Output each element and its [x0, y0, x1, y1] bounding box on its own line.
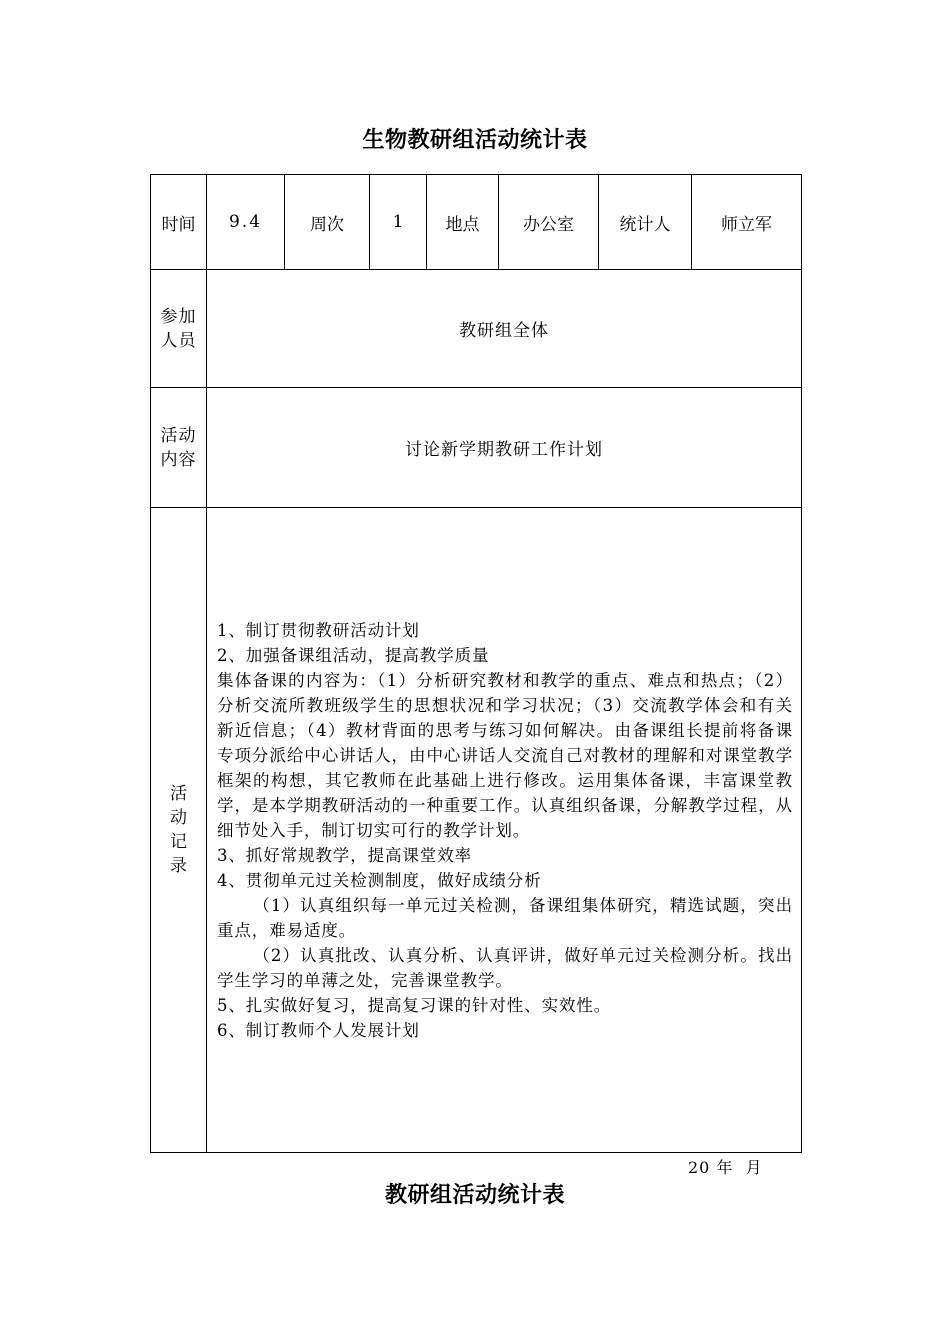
record-paragraph: 6、制订教师个人发展计划 — [217, 1020, 420, 1040]
time-value: 9.4 — [207, 175, 285, 270]
participants-row — [151, 270, 802, 388]
record-content — [207, 508, 802, 1153]
record-paragraph: 2、加强备课组活动，提高教学质量 — [217, 645, 490, 665]
record-paragraph: 4、贯彻单元过关检测制度，做好成绩分析 — [217, 870, 542, 890]
record-label-char: 记 — [170, 832, 187, 852]
time-label: 时间 — [151, 175, 207, 270]
record-paragraph: （1）认真组织每一单元过关检测，备课组集体研究，精选试题，突出重点，难易适度。 — [217, 895, 793, 940]
record-label — [151, 508, 207, 1153]
recorder-value: 师立军 — [692, 175, 802, 270]
record-paragraph: 1、制订贯彻教研活动计划 — [217, 620, 420, 640]
week-value: 1 — [370, 175, 427, 270]
participants-label-line1: 参加 — [160, 306, 197, 327]
place-label: 地点 — [427, 175, 499, 270]
info-row — [151, 175, 802, 270]
content-value: 讨论新学期教研工作计划 — [207, 388, 802, 508]
record-paragraph: 集体备课的内容为：（1）分析研究教材和教学的重点、难点和热点；（2）分析交流所教班级学生的思想状况和学习状况；（3）交流教学体会和有关新近信息；（4）教材背面的思考与练习如何解决。由备课组长提前将备课专项分派给中心讲话人，由中心讲话人交流自己对教材的理解和对课堂教学框架的构想，其它教师在此基础上进行修改。运用集体备课，丰富课堂教学，是本学期教研活动的一种重要工作。认真组织备课，分解教学过程，从细节处入手，制订切实可行的教学计划。 — [217, 670, 793, 840]
page-title: 生物教研组活动统计表 — [362, 128, 588, 153]
content-label-line1: 活动 — [160, 425, 197, 446]
recorder-label: 统计人 — [599, 175, 692, 270]
place-value: 办公室 — [499, 175, 599, 270]
record-label-char: 录 — [170, 856, 187, 876]
activity-form-table — [150, 174, 802, 1153]
record-paragraph: （2）认真批改、认真分析、认真评讲，做好单元过关检测分析。找出学生学习的单薄之处，完善课堂教学。 — [217, 945, 793, 990]
participants-value: 教研组全体 — [207, 270, 802, 388]
record-paragraph: 5、扎实做好复习，提高复习课的针对性、实效性。 — [217, 995, 612, 1015]
content-label-line2: 内容 — [160, 449, 197, 470]
record-paragraph: 3、抓好常规教学，提高课堂效率 — [217, 845, 472, 865]
date-line: 20 年 月 — [688, 1158, 763, 1177]
record-label-char: 活 — [170, 784, 187, 804]
record-row — [151, 508, 802, 1153]
participants-label-line2: 人员 — [160, 330, 197, 351]
record-label-char: 动 — [170, 808, 187, 828]
record-text — [217, 618, 793, 1043]
next-page-title: 教研组活动统计表 — [384, 1183, 565, 1208]
content-label — [151, 388, 207, 508]
participants-label — [151, 270, 207, 388]
content-row — [151, 388, 802, 508]
week-label: 周次 — [285, 175, 370, 270]
